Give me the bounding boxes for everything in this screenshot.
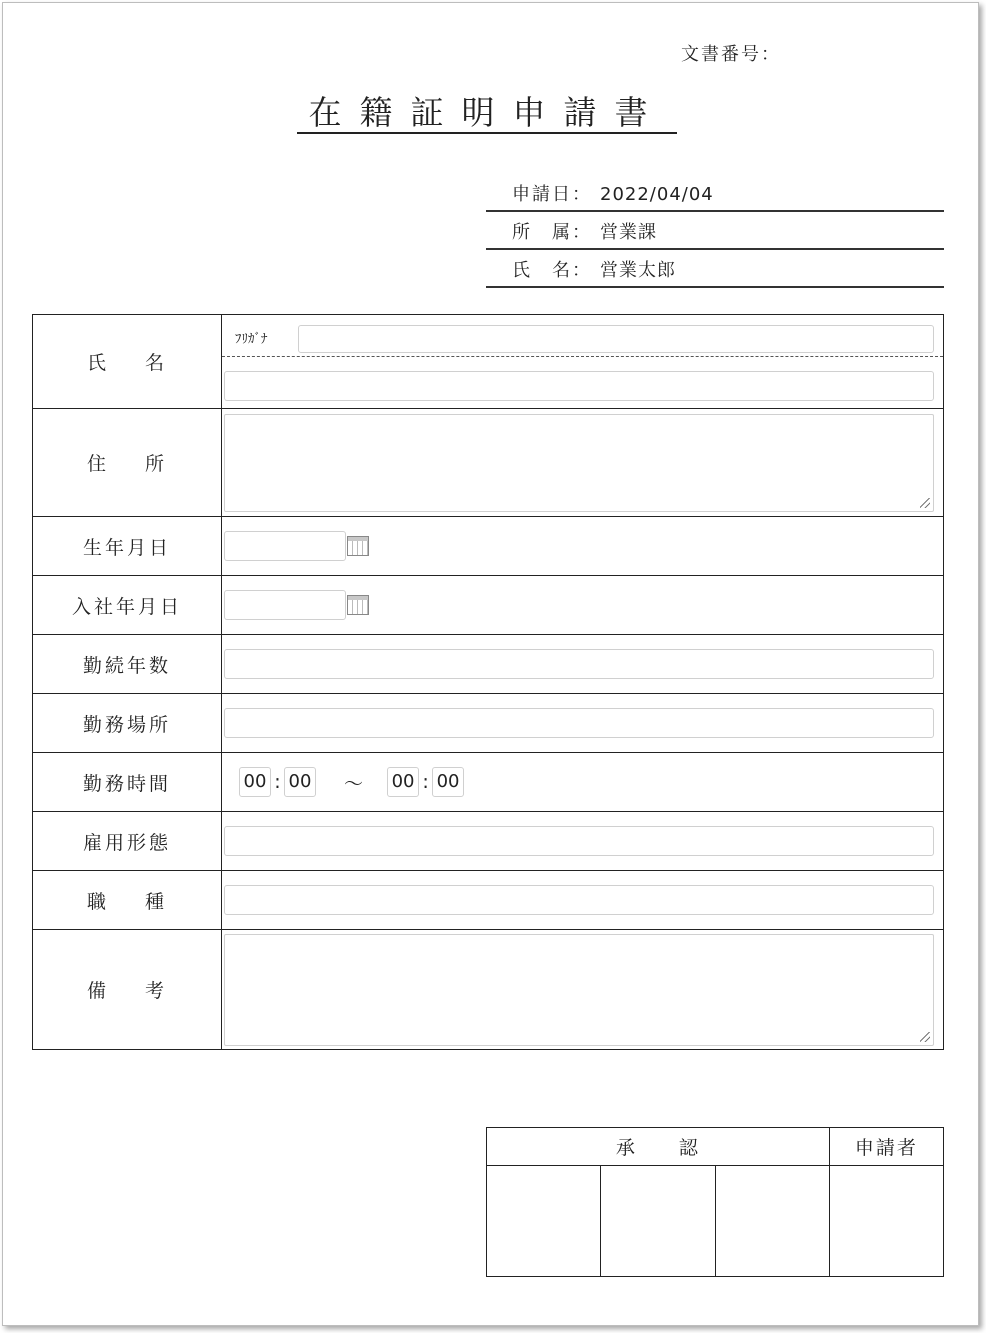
birthdate-header: 生年月日 (33, 517, 222, 576)
applicant-header: 申請者 (829, 1128, 943, 1166)
start-hour-input[interactable]: 00 (239, 767, 271, 797)
row-job-type (33, 871, 944, 930)
calendar-icon[interactable] (347, 536, 369, 556)
work-hours-header: 勤務時間 (33, 753, 222, 812)
resize-grip-icon[interactable] (920, 1032, 930, 1042)
furigana-label: ﾌﾘｶﾞﾅ (235, 332, 268, 347)
row-remarks (33, 930, 944, 1050)
hire-date-header: 入社年月日 (33, 576, 222, 635)
job-type-label-a: 職 (86, 890, 109, 913)
name-cell (222, 315, 944, 409)
approval-header: 承 認 (487, 1128, 830, 1166)
department-value: 営業課 (600, 222, 657, 243)
applicant-name-value: 営業太郎 (600, 260, 676, 281)
furigana-row (222, 322, 943, 357)
workplace-header: 勤務場所 (33, 694, 222, 753)
row-employment (33, 812, 944, 871)
job-type-cell (222, 871, 944, 930)
years-input[interactable] (224, 649, 934, 679)
time-separator: : (274, 771, 281, 793)
address-label-a: 住 (86, 453, 109, 475)
end-minute-input[interactable]: 00 (432, 767, 464, 797)
time-range-tilde: ～ (344, 772, 364, 795)
employment-header: 雇用形態 (33, 812, 222, 871)
row-hire-date (33, 576, 944, 635)
employment-input[interactable] (224, 826, 934, 856)
address-textarea[interactable] (224, 414, 934, 512)
applicant-name-label: 氏 名： (512, 260, 592, 281)
approval-stamp-table (486, 1127, 944, 1277)
remarks-textarea[interactable] (224, 934, 934, 1046)
name-label-b: 名 (145, 352, 168, 374)
application-date-label: 申請日： (512, 184, 592, 205)
name-label-a: 氏 (86, 352, 109, 374)
name-header (33, 315, 222, 409)
remarks-label-a: 備 (86, 980, 109, 1002)
job-type-header (33, 871, 222, 930)
approval-stamp-box (715, 1166, 829, 1277)
furigana-input[interactable] (298, 325, 934, 353)
approval-stamp-box (487, 1166, 601, 1277)
row-years (33, 635, 944, 694)
row-workplace (33, 694, 944, 753)
remarks-label-b: 考 (145, 980, 168, 1002)
name-input[interactable] (224, 371, 934, 401)
approval-stamp-box (601, 1166, 715, 1277)
remarks-header (33, 930, 222, 1050)
applicant-stamp-box (829, 1166, 943, 1277)
work-hours-cell (222, 753, 944, 812)
employment-cell (222, 812, 944, 871)
department-line (486, 218, 944, 250)
department-label: 所 属： (512, 222, 592, 243)
calendar-icon[interactable] (347, 595, 369, 615)
years-header: 勤続年数 (33, 635, 222, 694)
applicant-name-line (486, 256, 944, 288)
birthdate-input[interactable] (224, 531, 346, 561)
remarks-cell (222, 930, 944, 1050)
address-header (33, 409, 222, 517)
row-address (33, 409, 944, 517)
hire-date-input[interactable] (224, 590, 346, 620)
years-cell (222, 635, 944, 694)
address-label-b: 所 (145, 453, 168, 475)
application-date-line (486, 180, 944, 212)
workplace-input[interactable] (224, 708, 934, 738)
row-work-hours (33, 753, 944, 812)
birthdate-cell (222, 517, 944, 576)
document-number-label: 文書番号： (681, 44, 781, 65)
workplace-cell (222, 694, 944, 753)
hire-date-cell (222, 576, 944, 635)
address-cell (222, 409, 944, 517)
job-type-label-b: 種 (145, 890, 168, 913)
row-birthdate (33, 517, 944, 576)
job-type-input[interactable] (224, 885, 934, 915)
start-minute-input[interactable]: 00 (284, 767, 316, 797)
resize-grip-icon[interactable] (920, 498, 930, 508)
row-name (33, 315, 944, 409)
application-date-value: 2022/04/04 (600, 184, 714, 205)
page-title: 在籍証明申請書 (297, 94, 677, 134)
time-separator: : (422, 771, 429, 793)
end-hour-input[interactable]: 00 (387, 767, 419, 797)
application-form-table (32, 314, 944, 1050)
